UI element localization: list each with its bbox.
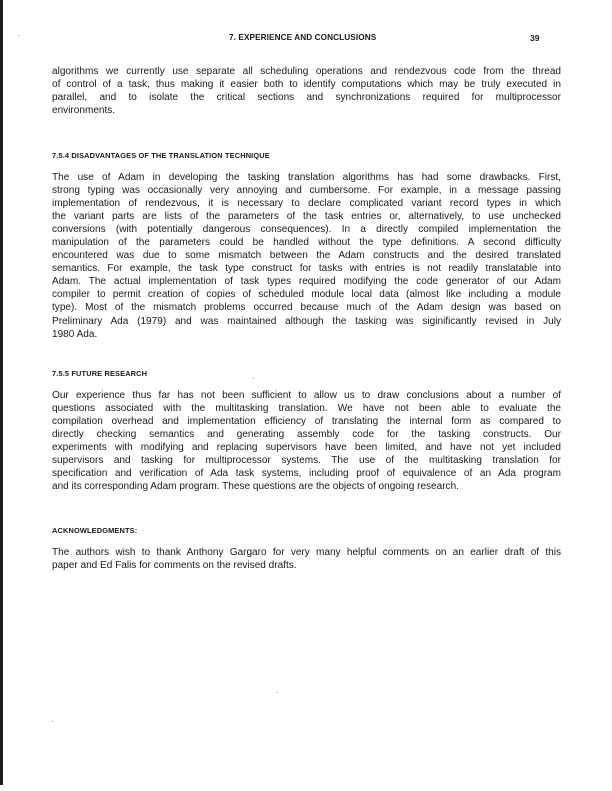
scan-speck: [277, 692, 278, 693]
text-line: manipulation of the parameters could be handled without the type definitions. A second difficulty: [52, 237, 561, 249]
section-heading-disadvantages: 7.5.4 DISADVANTAGES OF THE TRANSLATION TECHNIQUE: [52, 151, 270, 160]
running-head: [0, 33, 612, 47]
paragraph-acknowledgments: [52, 546, 561, 572]
text-line: questions associated with the multitasking translation. We have not been able to evaluate the: [52, 403, 561, 415]
text-line: 1980 Ada.: [52, 328, 98, 340]
text-line: supervisors and tasking for multiprocessor systems. The use of the multitasking translation for: [52, 455, 561, 467]
text-line: encountered was due to some mismatch between the Adam constructs and the desired translated: [52, 250, 561, 262]
section-heading-acknowledgments: ACKNOWLEDGMENTS:: [52, 526, 138, 535]
text-line: Preliminary Ada (1979) and was maintained although the tasking was siginificantly revised in July: [52, 315, 561, 327]
page-number: 39: [530, 33, 540, 43]
scan-speck: [253, 378, 254, 379]
text-line: compiler to permit creation of copies of scheduled module local data (almost like including a module: [52, 289, 561, 301]
text-line: The use of Adam in developing the tasking translation algorithms has had some drawbacks. First,: [52, 172, 561, 183]
text-line: Adam. The actual implementation of task types required modifying the code generator of our Adam: [52, 276, 561, 288]
scan-speck: [18, 35, 19, 36]
text-line: algorithms we currently use separate all scheduling operations and rendezvous code from the thread: [52, 66, 561, 77]
text-line: directly checking semantics and generating assembly code for the tasking constructs. Our: [52, 429, 561, 441]
paragraph-future-research: [52, 389, 561, 493]
paragraph-disadvantages: [52, 171, 561, 341]
text-line: of control of a task, thus making it easier both to identify computations which may be truly executed in: [52, 79, 561, 91]
scan-left-edge: [0, 0, 3, 785]
text-line: parallel, and to isolate the critical sections and synchronizations required for multiprocessor: [52, 92, 561, 104]
text-line: specification and verification of Ada task systems, including proof of equivalence of an Ada program: [52, 468, 561, 480]
text-line: type). Most of the mismatch problems occurred because much of the Adam design was based on: [52, 302, 561, 314]
text-line: the variant parts are lists of the parameters of the task entries or, alternatively, to use unchecked: [52, 211, 561, 223]
section-heading-future-research: 7.5.5 FUTURE RESEARCH: [52, 369, 148, 378]
text-line: strong typing was occasionally very annoying and cumbersome. For example, in a message passing: [52, 185, 561, 197]
text-line: implementation of rendezvous, it is necessary to declare complicated variant record types in which: [52, 198, 561, 210]
text-line: paper and Ed Falis for comments on the revised drafts.: [52, 560, 297, 572]
text-line: The authors wish to thank Anthony Gargaro for very many helpful comments on an earlier draft of this: [52, 547, 561, 558]
text-line: and its corresponding Adam program. These questions are the objects of ongoing research.: [52, 481, 459, 493]
chapter-title: 7. EXPERIENCE AND CONCLUSIONS: [229, 33, 377, 42]
text-line: conversions (with potentially dangerous consequences). In a directly compiled implementation the: [52, 224, 561, 236]
scan-speck: [52, 721, 53, 722]
text-line: Our experience thus far has not been sufficient to allow us to draw conclusions about a number of: [52, 390, 561, 401]
text-line: environments.: [52, 105, 116, 117]
paragraph-intro: [52, 65, 561, 117]
text-line: experiments with modifying and replacing supervisors have been limited, and have not yet included: [52, 442, 561, 454]
text-line: compilation overhead and implementation efficiency of translating the internal form as compared to: [52, 416, 561, 428]
text-line: semantics. For example, the task type construct for tasks with entries is not readily translatable into: [52, 263, 561, 275]
